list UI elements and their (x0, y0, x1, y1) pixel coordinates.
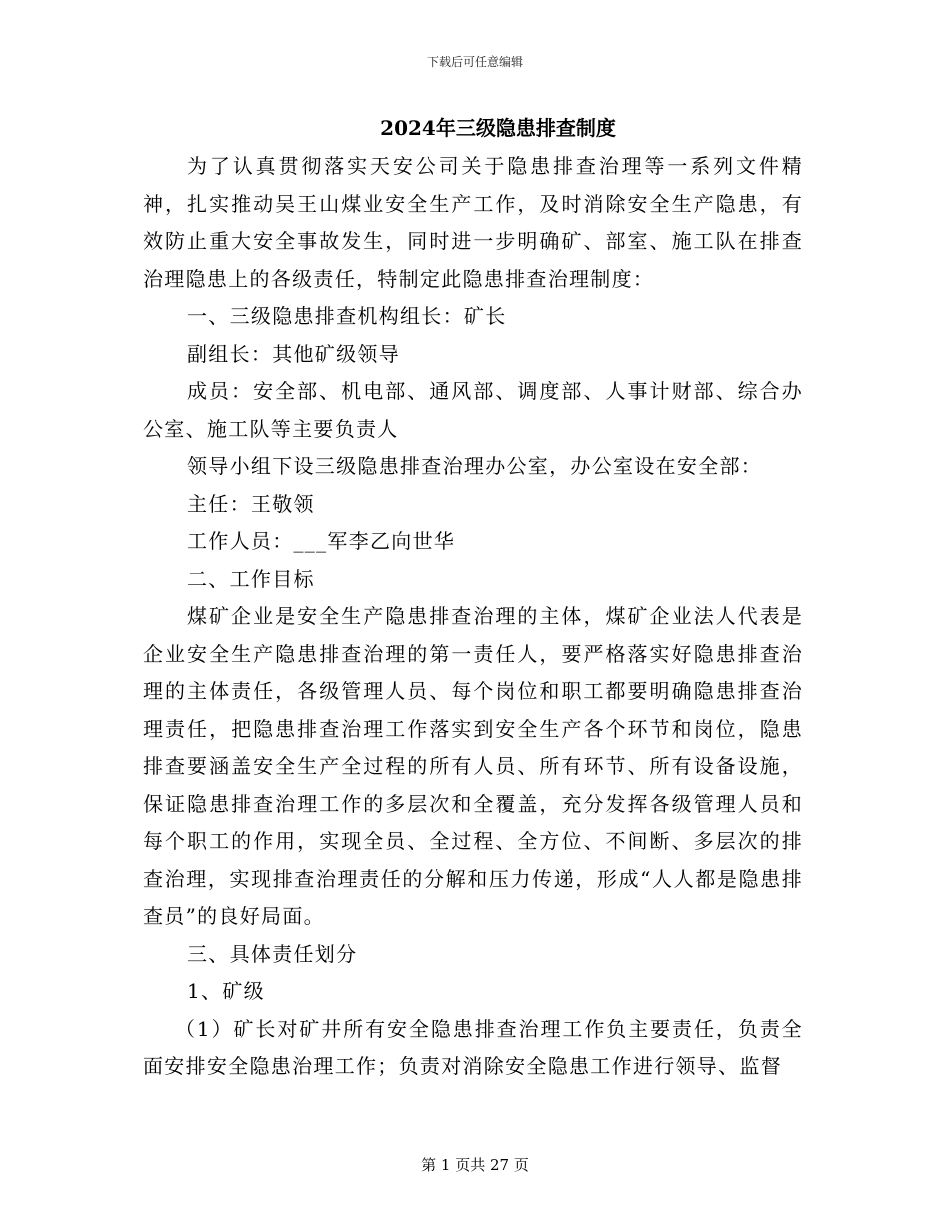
page-number: 第 1 页共 27 页 (421, 1156, 529, 1174)
deputy-leader-line: 副组长：其他矿级领导 (187, 341, 400, 366)
intro-paragraph: 为了认真贯彻落实天安公司关于隐患排查治理等一系列文件精神，扎实推动吴王山煤业安全生产工作，及时消除安全生产隐患，有效防止重大安全事故发生，同时进一步明确矿、部室、施工队在排查治理隐患上的各级责任，特制定此隐患排查治理制度： (143, 154, 803, 291)
mine-level-heading: 1、矿级 (187, 979, 265, 1003)
section-3-heading: 三、具体责任划分 (187, 941, 358, 966)
section-1-heading: 一、三级隐患排查机构组长：矿长 (187, 304, 507, 328)
document-title: 2024年三级隐患排查制度 (380, 116, 616, 140)
header-note: 下载后可任意编辑 (426, 55, 523, 69)
members-line: 成员：安全部、机电部、通风部、调度部、人事计财部、综合办公室、施工队等主要负责人 (143, 379, 803, 441)
work-goal-paragraph: 煤矿企业是安全生产隐患排查治理的主体，煤矿企业法人代表是企业安全生产隐患排查治理的第一责任人，要严格落实好隐患排查治理的主体责任，各级管理人员、每个岗位和职工都要明确隐患排查治理责任，把隐患排查治理工作落实到安全生产各个环节和岗位，隐患排查要涵盖安全生产全过程的所有人员、所有环节、所有设备设施，保证隐患排查治理工作的多层次和全覆盖，充分发挥各级管理人员和每个职工的作用，实现全员、全过程、全方位、不间断、多层次的排查治理，实现排查治理责任的分解和压力传递，形成“人人都是隐患排查员”的良好局面。 (143, 604, 803, 928)
mine-director-paragraph: （1）矿长对矿井所有安全隐患排查治理工作负主要责任，负责全面安排安全隐患治理工作；负责对消除安全隐患工作进行领导、监督 (143, 1016, 803, 1078)
staff-line: 工作人员：___军李乙向世华 (187, 529, 456, 553)
document-body (143, 148, 803, 1086)
office-line: 领导小组下设三级隐患排查治理办公室，办公室设在安全部： (187, 454, 763, 478)
director-line: 主任：王敬领 (187, 491, 315, 516)
section-2-heading: 二、工作目标 (187, 566, 315, 591)
